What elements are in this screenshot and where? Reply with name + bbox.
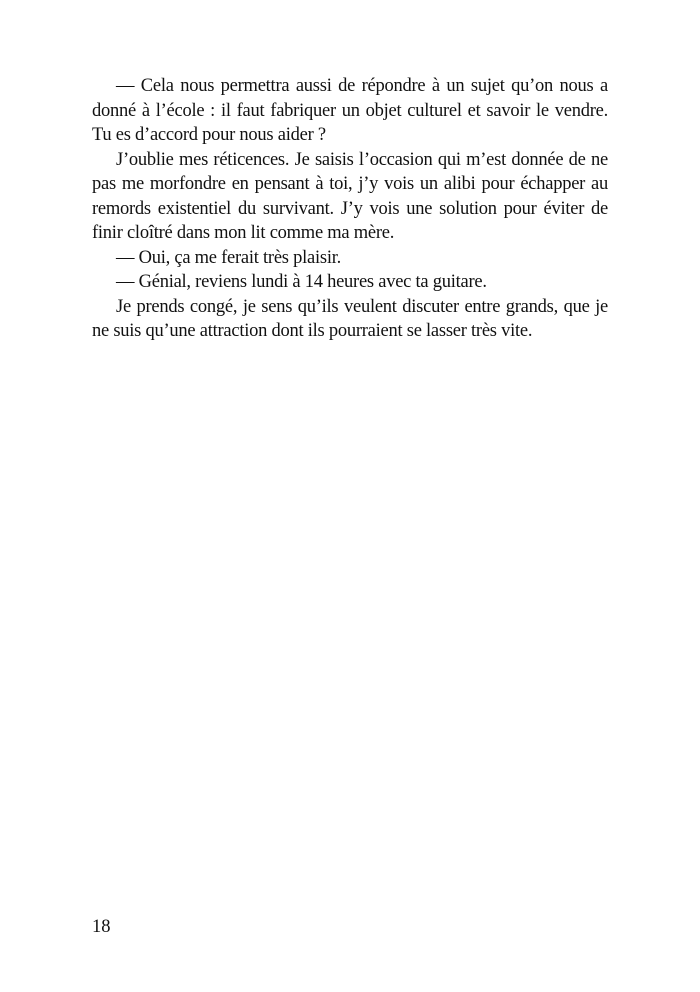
body-text [92, 74, 608, 344]
paragraph-dialogue-3: — Génial, reviens lundi à 14 heures avec ta guitare. [116, 272, 487, 292]
page-number: 18 [92, 917, 111, 937]
paragraph-dialogue-2: — Oui, ça me ferait très plaisir. [116, 247, 341, 268]
paragraph-dialogue-1: — Cela nous permettra aussi de répondre à un sujet qu’on nous a donné à l’école : il faut fabriquer un objet culturel et savoir le vendre. Tu es d’accord pour nous aider ? [92, 76, 608, 145]
paragraph-narration-1: J’oublie mes réticences. Je saisis l’occasion qui m’est donnée de ne pas me morfondre en pensant à toi, j’y vois un alibi pour échapper au remords existentiel du survivant. J’y vois une solution pour éviter de finir cloîtré dans mon lit comme ma mère. [92, 149, 608, 243]
paragraph-narration-2: Je prends congé, je sens qu’ils veulent discuter entre grands, que je ne suis qu’une attraction dont ils pourraient se lasser très vite. [92, 296, 608, 341]
